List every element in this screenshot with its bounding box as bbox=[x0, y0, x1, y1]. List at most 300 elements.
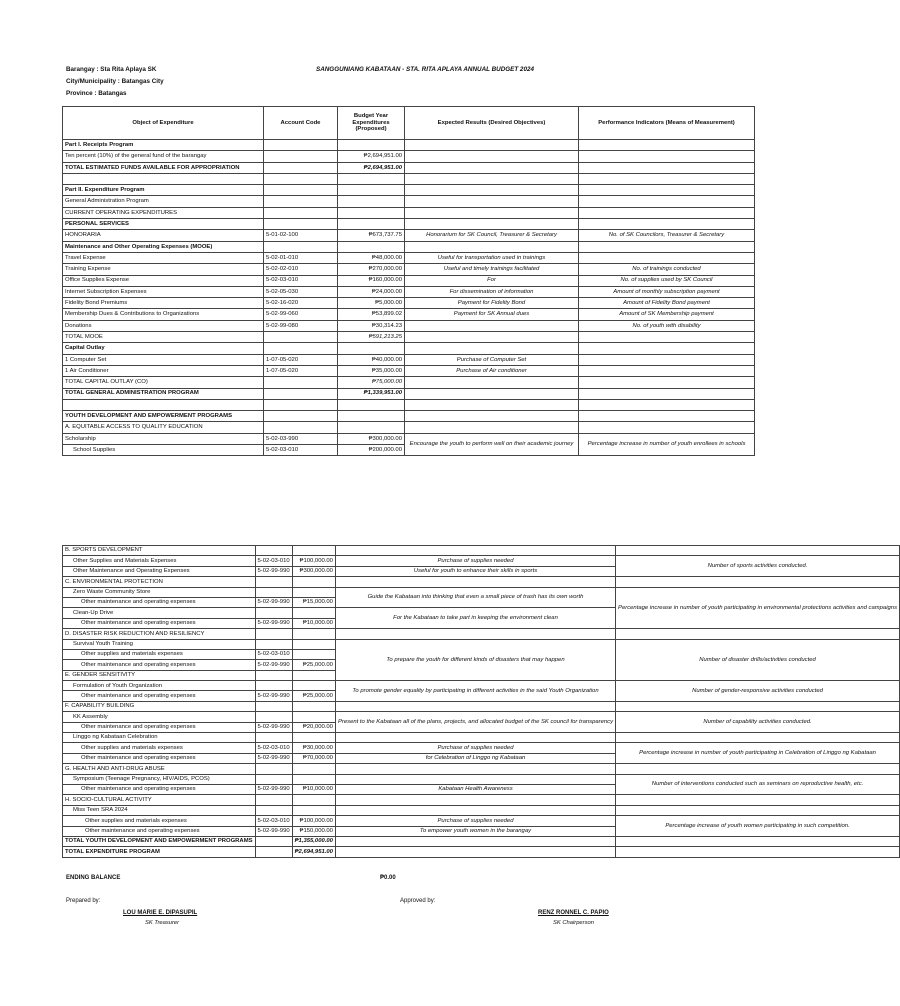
performance-indicator bbox=[579, 151, 755, 162]
expenditure-object: Other maintenance and operating expenses bbox=[63, 826, 256, 836]
account-code bbox=[264, 343, 338, 354]
budget-amount: ₱100,000.00 bbox=[292, 556, 335, 566]
expenditure-object: Other Supplies and Materials Expenses bbox=[63, 556, 256, 566]
account-code: 5-02-02-010 bbox=[264, 264, 338, 275]
budget-title: SANGGUNIANG KABATAAN - STA. RITA APLAYA ANNUAL BUDGET 2024 bbox=[316, 66, 534, 73]
account-code bbox=[264, 140, 338, 151]
account-code bbox=[264, 173, 338, 184]
expenditure-object: Donations bbox=[63, 320, 264, 331]
performance-indicator bbox=[579, 207, 755, 218]
account-code bbox=[255, 577, 292, 587]
budget-amount: ₱1,339,951.00 bbox=[338, 388, 405, 399]
account-code: 5-02-99-990 bbox=[255, 753, 292, 763]
performance-indicator: Number of gender-responsive activities conducted bbox=[616, 681, 900, 702]
expected-result bbox=[405, 377, 579, 388]
table-row bbox=[63, 354, 755, 365]
expected-result bbox=[335, 546, 615, 556]
budget-amount bbox=[292, 639, 335, 649]
budget-amount bbox=[338, 140, 405, 151]
budget-amount: ₱48,000.00 bbox=[338, 252, 405, 263]
table-row bbox=[63, 298, 755, 309]
budget-amount bbox=[338, 207, 405, 218]
performance-indicator: No. of supplies used by SK Council bbox=[579, 275, 755, 286]
table-row bbox=[63, 743, 900, 753]
performance-indicator bbox=[616, 577, 900, 587]
account-code bbox=[255, 546, 292, 556]
prepared-by-name: LOU MARIE E. DIPASUPIL bbox=[123, 910, 198, 916]
performance-indicator: No. of youth with disability bbox=[579, 320, 755, 331]
budget-amount bbox=[338, 422, 405, 433]
performance-indicator bbox=[579, 252, 755, 263]
expenditure-object: KK Assembly bbox=[63, 712, 256, 722]
expected-result bbox=[335, 774, 615, 784]
expenditure-object: E. GENDER SENSITIVITY bbox=[63, 670, 256, 680]
expenditure-object: Survival Youth Training bbox=[63, 639, 256, 649]
table-row bbox=[63, 252, 755, 263]
account-code: 5-02-99-990 bbox=[255, 618, 292, 628]
budget-amount: ₱75,000.00 bbox=[338, 377, 405, 388]
account-code: 5-02-99-990 bbox=[255, 660, 292, 670]
table-row bbox=[63, 774, 900, 784]
city-label: City/Municipality : Batangas City bbox=[66, 78, 164, 85]
expected-result: Guide the Kabataan into thinking that even a small piece of trash has its own worth bbox=[335, 587, 615, 608]
budget-amount bbox=[338, 185, 405, 196]
performance-indicator bbox=[616, 629, 900, 639]
account-code bbox=[255, 587, 292, 597]
expenditure-object: Other Maintenance and Operating Expenses bbox=[63, 566, 256, 576]
budget-amount bbox=[292, 629, 335, 639]
performance-indicator bbox=[579, 140, 755, 151]
expected-result: Honorarium for SK Council, Treasurer & Secretary bbox=[405, 230, 579, 241]
performance-indicator bbox=[616, 836, 900, 846]
expected-result: Payment for SK Annual dues bbox=[405, 309, 579, 320]
expenditure-object: 1 Computer Set bbox=[63, 354, 264, 365]
budget-amount: ₱15,000.00 bbox=[292, 597, 335, 607]
expenditure-object: TOTAL YOUTH DEVELOPMENT AND EMPOWERMENT PROGRAMS bbox=[63, 836, 256, 846]
performance-indicator: No. of SK Councilors, Treasurer & Secretary bbox=[579, 230, 755, 241]
expenditure-object: 1 Air Conditioner bbox=[63, 365, 264, 376]
table-row bbox=[63, 399, 755, 410]
expenditure-object: Internet Subscription Expenses bbox=[63, 286, 264, 297]
budget-amount: ₱591,213.25 bbox=[338, 332, 405, 343]
expected-result: Payment for Fidelity Bond bbox=[405, 298, 579, 309]
table-row bbox=[63, 433, 755, 444]
budget-amount bbox=[338, 173, 405, 184]
table-row bbox=[63, 639, 900, 649]
table-row bbox=[63, 286, 755, 297]
expected-result bbox=[405, 388, 579, 399]
account-code: 5-02-03-010 bbox=[264, 275, 338, 286]
budget-amount bbox=[338, 411, 405, 422]
prepared-by-label: Prepared by: bbox=[66, 898, 101, 904]
expected-result: For the Kabataan to take part in keeping the environment clean bbox=[335, 608, 615, 629]
expected-result bbox=[335, 733, 615, 743]
budget-amount: ₱5,000.00 bbox=[338, 298, 405, 309]
account-code: 5-02-03-010 bbox=[255, 816, 292, 826]
expenditure-object: Other supplies and materials expenses bbox=[63, 816, 256, 826]
budget-amount bbox=[292, 577, 335, 587]
performance-indicator bbox=[579, 411, 755, 422]
expenditure-object: Scholarship bbox=[63, 433, 264, 444]
budget-amount bbox=[292, 701, 335, 711]
expected-result bbox=[405, 219, 579, 230]
prepared-by-position: SK Treasurer bbox=[145, 920, 180, 926]
budget-amount: ₱1,355,000.00 bbox=[292, 836, 335, 846]
expenditure-object: Maintenance and Other Operating Expenses (MOOE) bbox=[63, 241, 264, 252]
table-row bbox=[63, 377, 755, 388]
budget-amount: ₱25,000.00 bbox=[292, 691, 335, 701]
budget-amount bbox=[292, 774, 335, 784]
expected-result: Kabataan Health Awareness bbox=[335, 784, 615, 794]
account-code bbox=[255, 608, 292, 618]
table-row bbox=[63, 681, 900, 691]
table-row bbox=[63, 733, 900, 743]
budget-amount bbox=[292, 587, 335, 597]
performance-indicator bbox=[616, 546, 900, 556]
account-code: 5-02-03-010 bbox=[264, 445, 338, 456]
expected-result bbox=[335, 701, 615, 711]
expenditure-object: YOUTH DEVELOPMENT AND EMPOWERMENT PROGRAMS bbox=[63, 411, 264, 422]
expected-result: Useful for youth to enhance their skills in sports bbox=[335, 566, 615, 576]
expenditure-object: Other maintenance and operating expenses bbox=[63, 597, 256, 607]
expected-result bbox=[405, 399, 579, 410]
expenditure-object: Linggo ng Kabataan Celebration bbox=[63, 733, 256, 743]
budget-amount bbox=[292, 670, 335, 680]
budget-amount bbox=[338, 219, 405, 230]
expected-result bbox=[405, 162, 579, 173]
expected-result: To empower youth women in the barangay bbox=[335, 826, 615, 836]
account-code: 5-02-99-990 bbox=[255, 784, 292, 794]
table-row bbox=[63, 332, 755, 343]
expected-result bbox=[405, 140, 579, 151]
performance-indicator bbox=[579, 343, 755, 354]
budget-amount bbox=[338, 196, 405, 207]
expected-result: Purchase of Computer Set bbox=[405, 354, 579, 365]
expenditure-object: Symposium (Teenage Pregnancy, HIV/AIDS, PCOS) bbox=[63, 774, 256, 784]
ending-balance-value: ₱0.00 bbox=[380, 875, 396, 881]
account-code bbox=[255, 733, 292, 743]
table-row bbox=[63, 219, 755, 230]
table-row bbox=[63, 847, 900, 857]
table-row bbox=[63, 185, 755, 196]
budget-amount bbox=[292, 712, 335, 722]
budget-amount bbox=[292, 764, 335, 774]
account-code: 1-07-05-020 bbox=[264, 354, 338, 365]
account-code: 5-02-03-010 bbox=[255, 556, 292, 566]
expected-result bbox=[405, 185, 579, 196]
expected-result bbox=[335, 629, 615, 639]
account-code: 5-02-03-010 bbox=[255, 743, 292, 753]
expenditure-object: Part II. Expenditure Program bbox=[63, 185, 264, 196]
expenditure-object: Membership Dues & Contributions to Organizations bbox=[63, 309, 264, 320]
budget-amount bbox=[338, 241, 405, 252]
account-code: 5-01-02-100 bbox=[264, 230, 338, 241]
expenditure-object: Capital Outlay bbox=[63, 343, 264, 354]
approved-by-label: Approved by: bbox=[400, 898, 436, 904]
table-row bbox=[63, 388, 755, 399]
expenditure-object: Other supplies and materials expenses bbox=[63, 649, 256, 659]
expected-result bbox=[405, 320, 579, 331]
account-code bbox=[264, 219, 338, 230]
expenditure-object: Miss Teen SRA 2024 bbox=[63, 805, 256, 815]
performance-indicator: Percentage increase in number of youth participating in Celebration of Linggo ng Kabataan bbox=[616, 743, 900, 764]
table-row bbox=[63, 207, 755, 218]
table-row bbox=[63, 162, 755, 173]
expected-result bbox=[405, 207, 579, 218]
performance-indicator bbox=[616, 795, 900, 805]
account-code bbox=[255, 670, 292, 680]
expected-result bbox=[335, 847, 615, 857]
performance-indicator: Percentage increase in number of youth participating in environmental protections activities and campaigns bbox=[616, 587, 900, 629]
budget-amount: ₱30,000.00 bbox=[292, 743, 335, 753]
expected-result: To promote gender equality by participating in different activities in the said Youth Organization bbox=[335, 681, 615, 702]
expenditure-object: Part I. Receipts Program bbox=[63, 140, 264, 151]
budget-amount: ₱24,000.00 bbox=[338, 286, 405, 297]
performance-indicator bbox=[579, 162, 755, 173]
table-row bbox=[63, 587, 900, 597]
expenditure-object: Training Expense bbox=[63, 264, 264, 275]
expected-result bbox=[335, 805, 615, 815]
account-code: 5-02-03-010 bbox=[255, 649, 292, 659]
account-code: 5-02-05-030 bbox=[264, 286, 338, 297]
budget-amount bbox=[292, 649, 335, 659]
expenditure-object: TOTAL GENERAL ADMINISTRATION PROGRAM bbox=[63, 388, 264, 399]
performance-indicator bbox=[616, 764, 900, 774]
account-code: 5-02-99-060 bbox=[264, 309, 338, 320]
expenditure-object: Other maintenance and operating expenses bbox=[63, 660, 256, 670]
expected-result bbox=[335, 795, 615, 805]
performance-indicator bbox=[579, 173, 755, 184]
table-row bbox=[63, 546, 900, 556]
expenditure-object: H. SOCIO-CULTURAL ACTIVITY bbox=[63, 795, 256, 805]
account-code bbox=[255, 681, 292, 691]
expenditure-object: B. SPORTS DEVELOPMENT bbox=[63, 546, 256, 556]
performance-indicator: Number of sports activities conducted. bbox=[616, 556, 900, 577]
province-label: Province : Batangas bbox=[66, 90, 127, 97]
table-row bbox=[63, 309, 755, 320]
table-row bbox=[63, 264, 755, 275]
expenditure-object: C. ENVIRONMENTAL PROTECTION bbox=[63, 577, 256, 587]
table-row bbox=[63, 241, 755, 252]
expected-result: Purchase of Air conditioner bbox=[405, 365, 579, 376]
budget-amount: ₱300,000.00 bbox=[292, 566, 335, 576]
table-row bbox=[63, 173, 755, 184]
budget-amount bbox=[292, 608, 335, 618]
table-row bbox=[63, 712, 900, 722]
budget-amount: ₱40,000.00 bbox=[338, 354, 405, 365]
performance-indicator: Amount of Fidelity Bond payment bbox=[579, 298, 755, 309]
account-code: 5-02-99-990 bbox=[255, 826, 292, 836]
table-row bbox=[63, 556, 900, 566]
expected-result: For bbox=[405, 275, 579, 286]
performance-indicator bbox=[579, 332, 755, 343]
account-code bbox=[255, 774, 292, 784]
col-account-code: Account Code bbox=[264, 107, 338, 140]
budget-amount: ₱2,694,951.00 bbox=[338, 151, 405, 162]
expected-result bbox=[405, 343, 579, 354]
performance-indicator bbox=[579, 185, 755, 196]
table-row bbox=[63, 577, 900, 587]
expenditure-object: G. HEALTH AND ANTI-DRUG ABUSE bbox=[63, 764, 256, 774]
expected-result bbox=[405, 422, 579, 433]
performance-indicator bbox=[579, 354, 755, 365]
table-row bbox=[63, 422, 755, 433]
budget-amount: ₱53,899.02 bbox=[338, 309, 405, 320]
expected-result: Useful and timely trainings facilitated bbox=[405, 264, 579, 275]
budget-amount bbox=[338, 399, 405, 410]
budget-amount: ₱2,694,951.00 bbox=[338, 162, 405, 173]
account-code: 5-02-99-990 bbox=[255, 597, 292, 607]
budget-amount: ₱10,000.00 bbox=[292, 784, 335, 794]
barangay-label: Barangay : Sta Rita Aplaya SK bbox=[66, 66, 157, 73]
performance-indicator bbox=[579, 365, 755, 376]
performance-indicator bbox=[616, 847, 900, 857]
col-budget: Budget Year Expenditures (Proposed) bbox=[338, 107, 405, 140]
budget-amount bbox=[292, 805, 335, 815]
account-code bbox=[255, 847, 292, 857]
table-row bbox=[63, 230, 755, 241]
expenditure-object bbox=[63, 399, 264, 410]
account-code bbox=[255, 701, 292, 711]
budget-table-page2 bbox=[62, 545, 900, 858]
expenditure-object: CURRENT OPERATING EXPENDITURES bbox=[63, 207, 264, 218]
performance-indicator bbox=[579, 219, 755, 230]
performance-indicator bbox=[579, 422, 755, 433]
account-code: 5-02-99-990 bbox=[255, 722, 292, 732]
expenditure-object: Office Supplies Expense bbox=[63, 275, 264, 286]
performance-indicator bbox=[579, 196, 755, 207]
account-code bbox=[264, 151, 338, 162]
account-code: 5-02-99-990 bbox=[255, 566, 292, 576]
budget-amount bbox=[292, 546, 335, 556]
expected-result: for Celebration of Linggo ng Kabataan bbox=[335, 753, 615, 763]
budget-amount: ₱70,000.00 bbox=[292, 753, 335, 763]
budget-amount: ₱2,694,951.00 bbox=[292, 847, 335, 857]
budget-amount: ₱20,000.00 bbox=[292, 722, 335, 732]
account-code bbox=[264, 388, 338, 399]
budget-table-page1 bbox=[62, 106, 755, 456]
expenditure-object: Formulation of Youth Organization bbox=[63, 681, 256, 691]
table-row bbox=[63, 320, 755, 331]
expenditure-object: School Supplies bbox=[63, 445, 264, 456]
col-object: Object of Expenditure bbox=[63, 107, 264, 140]
expected-result bbox=[405, 173, 579, 184]
account-code: 5-02-16-020 bbox=[264, 298, 338, 309]
table-row bbox=[63, 701, 900, 711]
table-row bbox=[63, 365, 755, 376]
expected-result: Purchase of supplies needed bbox=[335, 743, 615, 753]
account-code: 5-02-99-080 bbox=[264, 320, 338, 331]
performance-indicator: Percentage increase of youth women participating in such competition. bbox=[616, 816, 900, 837]
table-row bbox=[63, 764, 900, 774]
performance-indicator: Amount of monthly subscription payment bbox=[579, 286, 755, 297]
expected-result bbox=[335, 577, 615, 587]
expenditure-object: Clean-Up Drive bbox=[63, 608, 256, 618]
table-row bbox=[63, 795, 900, 805]
budget-amount: ₱10,000.00 bbox=[292, 618, 335, 628]
expected-result: Purchase of supplies needed bbox=[335, 816, 615, 826]
expenditure-object: Fidelity Bond Premiums bbox=[63, 298, 264, 309]
budget-amount bbox=[292, 681, 335, 691]
account-code bbox=[264, 241, 338, 252]
performance-indicator bbox=[616, 733, 900, 743]
expenditure-object: HONORARIA bbox=[63, 230, 264, 241]
expected-result bbox=[335, 836, 615, 846]
performance-indicator bbox=[579, 377, 755, 388]
performance-indicator: Percentage increase in number of youth enrollees in schools bbox=[579, 433, 755, 456]
expenditure-object: Zero Waste Community Store bbox=[63, 587, 256, 597]
performance-indicator: Number of interventions conducted such as seminars on reproductive health, etc. bbox=[616, 774, 900, 795]
expected-result bbox=[405, 411, 579, 422]
performance-indicator bbox=[616, 701, 900, 711]
expenditure-object: TOTAL MOOE bbox=[63, 332, 264, 343]
expected-result: To prepare the youth for different kinds of disasters that may happen bbox=[335, 639, 615, 681]
approved-by-position: SK Chairperson bbox=[553, 920, 594, 926]
account-code: 5-02-03-990 bbox=[264, 433, 338, 444]
account-code bbox=[255, 639, 292, 649]
budget-amount: ₱150,000.00 bbox=[292, 826, 335, 836]
expenditure-object: General Administration Program bbox=[63, 196, 264, 207]
account-code bbox=[255, 795, 292, 805]
performance-indicator bbox=[616, 805, 900, 815]
performance-indicator: Number of capability activities conducted. bbox=[616, 712, 900, 733]
expenditure-object: Other maintenance and operating expenses bbox=[63, 618, 256, 628]
performance-indicator bbox=[579, 399, 755, 410]
expenditure-object: Travel Expense bbox=[63, 252, 264, 263]
account-code bbox=[255, 805, 292, 815]
expected-result bbox=[335, 764, 615, 774]
performance-indicator: Number of disaster drills/activities conducted bbox=[616, 639, 900, 681]
expected-result: For dissemination of information bbox=[405, 286, 579, 297]
expected-result bbox=[405, 332, 579, 343]
account-code: 5-02-99-990 bbox=[255, 691, 292, 701]
account-code bbox=[264, 377, 338, 388]
expenditure-object: Ten percent (10%) of the general fund of the barangay bbox=[63, 151, 264, 162]
expenditure-object: PERSONAL SERVICES bbox=[63, 219, 264, 230]
budget-amount: ₱100,000.00 bbox=[292, 816, 335, 826]
expenditure-object: D. DISASTER RISK REDUCTION AND RESILIENCY bbox=[63, 629, 256, 639]
table-row bbox=[63, 805, 900, 815]
table-row bbox=[63, 275, 755, 286]
account-code bbox=[264, 422, 338, 433]
table-row bbox=[63, 343, 755, 354]
performance-indicator: Amount of SK Membership payment bbox=[579, 309, 755, 320]
expected-result bbox=[405, 241, 579, 252]
account-code bbox=[264, 207, 338, 218]
expenditure-object: Other maintenance and operating expenses bbox=[63, 784, 256, 794]
ending-balance-label: ENDING BALANCE bbox=[66, 875, 121, 881]
budget-amount: ₱673,737.75 bbox=[338, 230, 405, 241]
account-code bbox=[255, 629, 292, 639]
budget-amount: ₱30,314.23 bbox=[338, 320, 405, 331]
expected-result: Purchase of supplies needed bbox=[335, 556, 615, 566]
budget-amount bbox=[338, 343, 405, 354]
expenditure-object: Other maintenance and operating expenses bbox=[63, 722, 256, 732]
budget-amount: ₱35,000.00 bbox=[338, 365, 405, 376]
expenditure-object: A. EQUITABLE ACCESS TO QUALITY EDUCATION bbox=[63, 422, 264, 433]
account-code bbox=[264, 185, 338, 196]
expenditure-object: F. CAPABILITY BUILDING bbox=[63, 701, 256, 711]
expenditure-object: TOTAL ESTIMATED FUNDS AVAILABLE FOR APPROPRIATION bbox=[63, 162, 264, 173]
table-row bbox=[63, 151, 755, 162]
account-code bbox=[264, 332, 338, 343]
budget-amount bbox=[292, 795, 335, 805]
expenditure-object: TOTAL CAPITAL OUTLAY (CO) bbox=[63, 377, 264, 388]
budget-amount: ₱25,000.00 bbox=[292, 660, 335, 670]
expected-result: Present to the Kabataan all of the plans, projects, and allocated budget of the SK council for transparency bbox=[335, 712, 615, 733]
budget-amount bbox=[292, 733, 335, 743]
expenditure-object: Other supplies and materials expenses bbox=[63, 743, 256, 753]
